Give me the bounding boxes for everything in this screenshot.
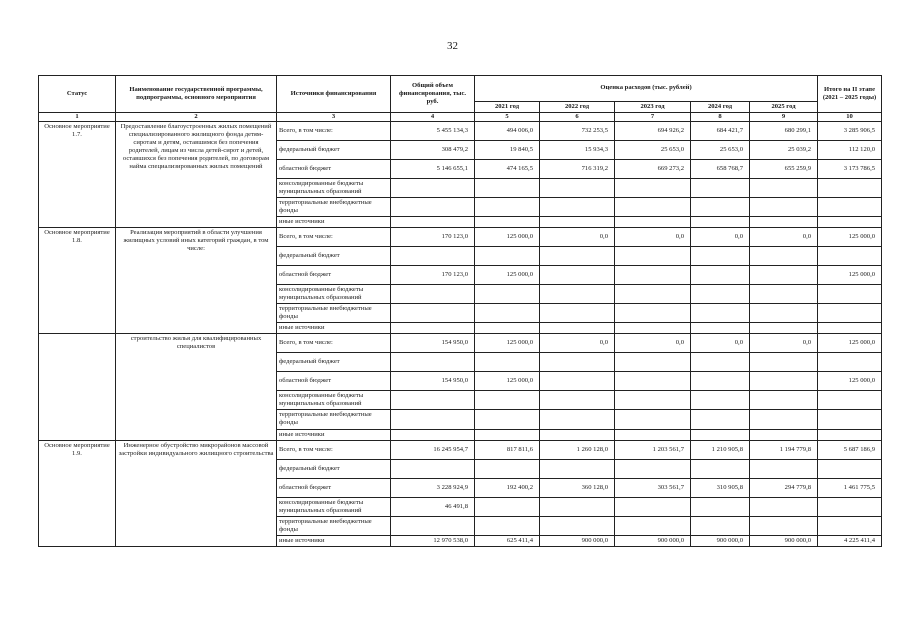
amount-cell-y2025 xyxy=(750,429,818,440)
amount-cell-y2023 xyxy=(615,285,691,304)
header-year-2023: 2023 год xyxy=(615,102,691,113)
amount-cell-stage2 xyxy=(818,285,882,304)
amount-cell-stage2 xyxy=(818,217,882,228)
funding-source-cell: иные источники xyxy=(277,323,391,334)
amount-cell-y2025 xyxy=(750,372,818,391)
funding-source-cell: консолидированные бюджеты муниципальных образований xyxy=(277,179,391,198)
amount-cell-y2022 xyxy=(540,198,615,217)
funding-source-cell: территориальные внебюджетные фонды xyxy=(277,198,391,217)
amount-cell-y2021 xyxy=(475,285,540,304)
amount-cell-stage2: 125 000,0 xyxy=(818,372,882,391)
amount-cell-y2024 xyxy=(691,304,750,323)
amount-cell-y2023: 669 273,2 xyxy=(615,160,691,179)
amount-cell-total xyxy=(391,410,475,429)
amount-cell-y2022: 1 260 128,0 xyxy=(540,440,615,459)
amount-cell-y2025: 294 779,8 xyxy=(750,478,818,497)
amount-cell-y2023: 25 653,0 xyxy=(615,141,691,160)
funding-source-cell: областной бюджет xyxy=(277,372,391,391)
amount-cell-y2022: 0,0 xyxy=(540,228,615,247)
funding-source-cell: областной бюджет xyxy=(277,266,391,285)
amount-cell-total: 12 970 538,0 xyxy=(391,535,475,546)
header-year-2022: 2022 год xyxy=(540,102,615,113)
amount-cell-y2024 xyxy=(691,285,750,304)
header-name: Наименование государственной программы, подпрограммы, основного мероприятия xyxy=(116,76,277,113)
funding-source-cell: областной бюджет xyxy=(277,478,391,497)
amount-cell-stage2: 125 000,0 xyxy=(818,266,882,285)
amount-cell-y2024 xyxy=(691,179,750,198)
amount-cell-y2022: 716 319,2 xyxy=(540,160,615,179)
column-number-row xyxy=(39,113,882,122)
amount-cell-y2022 xyxy=(540,497,615,516)
amount-cell-y2021: 192 400,2 xyxy=(475,478,540,497)
amount-cell-y2021 xyxy=(475,353,540,372)
amount-cell-y2023 xyxy=(615,391,691,410)
amount-cell-y2024: 900 000,0 xyxy=(691,535,750,546)
table-row xyxy=(39,228,882,247)
amount-cell-y2023 xyxy=(615,372,691,391)
funding-source-cell: Всего, в том числе: xyxy=(277,228,391,247)
funding-source-cell: федеральный бюджет xyxy=(277,247,391,266)
amount-cell-y2022: 0,0 xyxy=(540,334,615,353)
amount-cell-y2022 xyxy=(540,410,615,429)
column-number: 7 xyxy=(615,113,691,122)
amount-cell-y2023 xyxy=(615,429,691,440)
amount-cell-stage2: 125 000,0 xyxy=(818,228,882,247)
amount-cell-total: 3 228 924,9 xyxy=(391,478,475,497)
funding-source-cell: консолидированные бюджеты муниципальных образований xyxy=(277,391,391,410)
amount-cell-y2023 xyxy=(615,198,691,217)
amount-cell-y2024 xyxy=(691,429,750,440)
amount-cell-stage2: 3 173 786,5 xyxy=(818,160,882,179)
amount-cell-y2025 xyxy=(750,391,818,410)
column-number: 3 xyxy=(277,113,391,122)
amount-cell-y2021 xyxy=(475,323,540,334)
column-number: 9 xyxy=(750,113,818,122)
amount-cell-y2024: 0,0 xyxy=(691,334,750,353)
amount-cell-y2025 xyxy=(750,266,818,285)
amount-cell-y2021: 494 006,0 xyxy=(475,122,540,141)
status-cell xyxy=(39,334,116,440)
amount-cell-y2022 xyxy=(540,266,615,285)
amount-cell-total xyxy=(391,353,475,372)
amount-cell-y2025 xyxy=(750,217,818,228)
amount-cell-y2021 xyxy=(475,247,540,266)
amount-cell-y2022 xyxy=(540,285,615,304)
header-estimate: Оценка расходов (тыс. рублей) xyxy=(475,76,818,102)
amount-cell-y2025 xyxy=(750,198,818,217)
status-cell: Основное мероприятие 1.9. xyxy=(39,440,116,546)
amount-cell-total: 154 950,0 xyxy=(391,372,475,391)
amount-cell-y2025 xyxy=(750,410,818,429)
header-source: Источники финансирования xyxy=(277,76,391,113)
amount-cell-y2024 xyxy=(691,198,750,217)
amount-cell-y2025: 0,0 xyxy=(750,334,818,353)
amount-cell-total xyxy=(391,323,475,334)
amount-cell-y2023: 694 926,2 xyxy=(615,122,691,141)
amount-cell-total: 5 455 134,3 xyxy=(391,122,475,141)
funding-source-cell: Всего, в том числе: xyxy=(277,334,391,353)
amount-cell-y2023: 900 000,0 xyxy=(615,535,691,546)
amount-cell-y2025 xyxy=(750,353,818,372)
amount-cell-y2024: 1 210 905,8 xyxy=(691,440,750,459)
measure-name-cell: строительство жилья для квалифицированных специалистов xyxy=(116,334,277,440)
financing-table xyxy=(38,75,882,547)
funding-source-cell: территориальные внебюджетные фонды xyxy=(277,410,391,429)
header-year-2021: 2021 год xyxy=(475,102,540,113)
amount-cell-total xyxy=(391,304,475,323)
funding-source-cell: территориальные внебюджетные фонды xyxy=(277,304,391,323)
column-number: 10 xyxy=(818,113,882,122)
amount-cell-y2024 xyxy=(691,323,750,334)
amount-cell-total: 170 123,0 xyxy=(391,228,475,247)
amount-cell-stage2 xyxy=(818,429,882,440)
amount-cell-total xyxy=(391,459,475,478)
amount-cell-y2025 xyxy=(750,179,818,198)
amount-cell-y2024: 684 421,7 xyxy=(691,122,750,141)
amount-cell-stage2 xyxy=(818,247,882,266)
amount-cell-y2021: 125 000,0 xyxy=(475,266,540,285)
amount-cell-y2021 xyxy=(475,516,540,535)
amount-cell-y2025 xyxy=(750,323,818,334)
amount-cell-stage2: 5 687 186,9 xyxy=(818,440,882,459)
amount-cell-y2025: 0,0 xyxy=(750,228,818,247)
amount-cell-y2024: 310 905,8 xyxy=(691,478,750,497)
column-number: 2 xyxy=(116,113,277,122)
amount-cell-y2025: 900 000,0 xyxy=(750,535,818,546)
amount-cell-stage2: 125 000,0 xyxy=(818,334,882,353)
amount-cell-y2023 xyxy=(615,217,691,228)
amount-cell-y2021 xyxy=(475,497,540,516)
amount-cell-y2021 xyxy=(475,410,540,429)
funding-source-cell: Всего, в том числе: xyxy=(277,122,391,141)
amount-cell-y2024 xyxy=(691,217,750,228)
amount-cell-y2023 xyxy=(615,323,691,334)
amount-cell-total xyxy=(391,198,475,217)
amount-cell-y2022 xyxy=(540,179,615,198)
header-total: Общий объем финансирования, тыс. руб. xyxy=(391,76,475,113)
amount-cell-y2022: 900 000,0 xyxy=(540,535,615,546)
funding-source-cell: консолидированные бюджеты муниципальных образований xyxy=(277,497,391,516)
amount-cell-y2025 xyxy=(750,516,818,535)
amount-cell-y2023 xyxy=(615,179,691,198)
amount-cell-y2021: 125 000,0 xyxy=(475,334,540,353)
amount-cell-y2024: 0,0 xyxy=(691,228,750,247)
amount-cell-y2025 xyxy=(750,285,818,304)
measure-name-cell: Предоставление благоустроенных жилых помещений специализированного жилищного фонда детям-сиротам и детям, оставшимся без попечения родителей, лицам из числа детей-сирот и детей, оставшихся без попечения родителей, по договорам найма специализированных жилых помещений xyxy=(116,122,277,228)
amount-cell-stage2 xyxy=(818,410,882,429)
amount-cell-y2021 xyxy=(475,179,540,198)
amount-cell-stage2 xyxy=(818,179,882,198)
amount-cell-y2022 xyxy=(540,323,615,334)
header-stage2: Итого на II этапе (2021 – 2025 годы) xyxy=(818,76,882,113)
status-cell: Основное мероприятие 1.8. xyxy=(39,228,116,334)
amount-cell-y2021 xyxy=(475,304,540,323)
amount-cell-y2021: 817 811,6 xyxy=(475,440,540,459)
funding-source-cell: федеральный бюджет xyxy=(277,459,391,478)
amount-cell-y2025 xyxy=(750,459,818,478)
amount-cell-stage2: 3 285 906,5 xyxy=(818,122,882,141)
funding-source-cell: Всего, в том числе: xyxy=(277,440,391,459)
amount-cell-y2025: 680 299,1 xyxy=(750,122,818,141)
column-number: 6 xyxy=(540,113,615,122)
funding-source-cell: консолидированные бюджеты муниципальных образований xyxy=(277,285,391,304)
amount-cell-y2023: 0,0 xyxy=(615,334,691,353)
amount-cell-y2022 xyxy=(540,516,615,535)
amount-cell-y2021: 474 165,5 xyxy=(475,160,540,179)
measure-name-cell: Реализация мероприятий в области улучшения жилищных условий иных категорий граждан, в том числе: xyxy=(116,228,277,334)
amount-cell-y2022 xyxy=(540,217,615,228)
amount-cell-stage2 xyxy=(818,516,882,535)
amount-cell-y2021 xyxy=(475,459,540,478)
amount-cell-stage2: 1 461 775,5 xyxy=(818,478,882,497)
table-body xyxy=(39,122,882,547)
funding-source-cell: областной бюджет xyxy=(277,160,391,179)
amount-cell-y2025: 655 259,9 xyxy=(750,160,818,179)
amount-cell-y2023 xyxy=(615,516,691,535)
amount-cell-y2024 xyxy=(691,372,750,391)
amount-cell-y2024 xyxy=(691,247,750,266)
amount-cell-y2024 xyxy=(691,353,750,372)
amount-cell-stage2: 112 120,0 xyxy=(818,141,882,160)
table-row xyxy=(39,440,882,459)
column-number: 4 xyxy=(391,113,475,122)
amount-cell-y2023: 1 203 561,7 xyxy=(615,440,691,459)
header-year-2025: 2025 год xyxy=(750,102,818,113)
amount-cell-y2022 xyxy=(540,372,615,391)
amount-cell-stage2 xyxy=(818,304,882,323)
measure-name-cell: Инженерное обустройство микрорайонов массовой застройки индивидуального жилищного строительства xyxy=(116,440,277,546)
table-row xyxy=(39,334,882,353)
funding-source-cell: территориальные внебюджетные фонды xyxy=(277,516,391,535)
amount-cell-y2022: 360 128,0 xyxy=(540,478,615,497)
amount-cell-y2024 xyxy=(691,410,750,429)
funding-source-cell: иные источники xyxy=(277,217,391,228)
column-number: 8 xyxy=(691,113,750,122)
amount-cell-y2022 xyxy=(540,391,615,410)
funding-source-cell: иные источники xyxy=(277,429,391,440)
page-number: 32 xyxy=(447,40,458,52)
amount-cell-y2023 xyxy=(615,410,691,429)
amount-cell-stage2 xyxy=(818,391,882,410)
amount-cell-y2023 xyxy=(615,459,691,478)
header-year-2024: 2024 год xyxy=(691,102,750,113)
amount-cell-total: 46 491,8 xyxy=(391,497,475,516)
amount-cell-y2023: 0,0 xyxy=(615,228,691,247)
amount-cell-y2025: 1 194 779,8 xyxy=(750,440,818,459)
funding-source-cell: федеральный бюджет xyxy=(277,353,391,372)
amount-cell-y2022: 732 253,5 xyxy=(540,122,615,141)
amount-cell-total xyxy=(391,217,475,228)
status-cell: Основное мероприятие 1.7. xyxy=(39,122,116,228)
amount-cell-y2021 xyxy=(475,217,540,228)
amount-cell-y2021 xyxy=(475,429,540,440)
amount-cell-total: 16 245 954,7 xyxy=(391,440,475,459)
amount-cell-y2022: 15 934,3 xyxy=(540,141,615,160)
amount-cell-y2025: 25 039,2 xyxy=(750,141,818,160)
amount-cell-y2023 xyxy=(615,247,691,266)
amount-cell-y2022 xyxy=(540,353,615,372)
amount-cell-y2023 xyxy=(615,497,691,516)
amount-cell-total: 170 123,0 xyxy=(391,266,475,285)
column-number: 1 xyxy=(39,113,116,122)
amount-cell-y2025 xyxy=(750,304,818,323)
table-row xyxy=(39,122,882,141)
amount-cell-y2023 xyxy=(615,266,691,285)
amount-cell-y2021: 125 000,0 xyxy=(475,372,540,391)
amount-cell-y2023: 303 561,7 xyxy=(615,478,691,497)
amount-cell-y2021 xyxy=(475,198,540,217)
funding-source-cell: федеральный бюджет xyxy=(277,141,391,160)
amount-cell-stage2 xyxy=(818,497,882,516)
amount-cell-stage2 xyxy=(818,459,882,478)
amount-cell-stage2 xyxy=(818,198,882,217)
amount-cell-total xyxy=(391,391,475,410)
amount-cell-stage2 xyxy=(818,323,882,334)
amount-cell-total xyxy=(391,285,475,304)
amount-cell-total xyxy=(391,247,475,266)
amount-cell-y2022 xyxy=(540,429,615,440)
amount-cell-y2024 xyxy=(691,459,750,478)
funding-source-cell: иные источники xyxy=(277,535,391,546)
amount-cell-y2021: 125 000,0 xyxy=(475,228,540,247)
amount-cell-y2024 xyxy=(691,497,750,516)
amount-cell-y2022 xyxy=(540,459,615,478)
amount-cell-y2022 xyxy=(540,304,615,323)
amount-cell-y2024: 658 768,7 xyxy=(691,160,750,179)
column-number: 5 xyxy=(475,113,540,122)
amount-cell-y2023 xyxy=(615,304,691,323)
amount-cell-total xyxy=(391,429,475,440)
amount-cell-y2024 xyxy=(691,391,750,410)
amount-cell-y2024 xyxy=(691,266,750,285)
amount-cell-y2021: 19 840,5 xyxy=(475,141,540,160)
amount-cell-total: 154 950,0 xyxy=(391,334,475,353)
amount-cell-y2024 xyxy=(691,516,750,535)
amount-cell-y2025 xyxy=(750,247,818,266)
amount-cell-y2024: 25 653,0 xyxy=(691,141,750,160)
amount-cell-y2023 xyxy=(615,353,691,372)
amount-cell-y2021 xyxy=(475,391,540,410)
header-status: Статус xyxy=(39,76,116,113)
amount-cell-stage2 xyxy=(818,353,882,372)
amount-cell-y2021: 625 411,4 xyxy=(475,535,540,546)
amount-cell-total xyxy=(391,516,475,535)
amount-cell-total xyxy=(391,179,475,198)
amount-cell-total: 308 479,2 xyxy=(391,141,475,160)
amount-cell-total: 5 146 655,1 xyxy=(391,160,475,179)
amount-cell-y2025 xyxy=(750,497,818,516)
amount-cell-stage2: 4 225 411,4 xyxy=(818,535,882,546)
amount-cell-y2022 xyxy=(540,247,615,266)
